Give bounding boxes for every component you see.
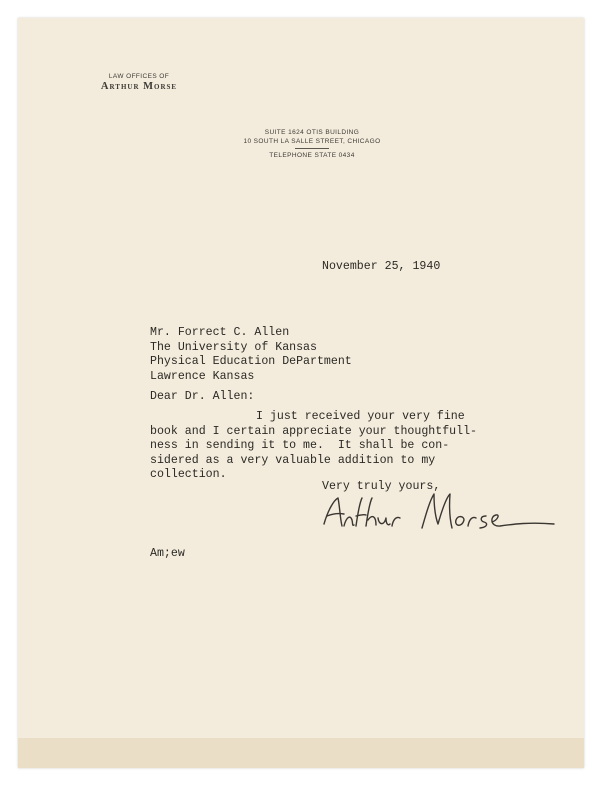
recipient-line: Mr. Forrect C. Allen	[150, 326, 290, 339]
typist-initials: Am;ew	[150, 547, 185, 560]
recipient-line: Physical Education DePartment	[150, 355, 352, 369]
salutation: Dear Dr. Allen:	[150, 390, 255, 403]
letterhead-telephone: TELEPHONE STATE 0434	[269, 152, 355, 159]
body-line: sidered as a very valuable addition to my	[150, 453, 436, 467]
body-line: book and I certain appreciate your thoughtfull-	[150, 424, 477, 438]
body-line: ness in sending it to me. It shall be con-	[150, 439, 450, 453]
body-line: I just received your very fine	[256, 410, 465, 423]
signature-image	[318, 480, 558, 550]
paper-bottom-strip	[18, 738, 584, 768]
recipient-line: The University of Kansas	[150, 340, 317, 354]
letter-date: November 25, 1940	[322, 260, 441, 273]
letterhead-divider	[295, 148, 329, 149]
recipient-line: Lawrence Kansas	[150, 369, 255, 383]
letterhead-address-line2: 10 SOUTH LA SALLE STREET, CHICAGO	[243, 138, 381, 145]
closing: Very truly yours,	[322, 480, 441, 493]
body-line: collection.	[150, 468, 227, 482]
letterhead-office-label: LAW OFFICES OF	[108, 73, 170, 80]
letterhead-address-line1: SUITE 1624 OTIS BUILDING	[264, 129, 360, 136]
letterhead-firm-name: Arthur Morse	[100, 81, 178, 92]
